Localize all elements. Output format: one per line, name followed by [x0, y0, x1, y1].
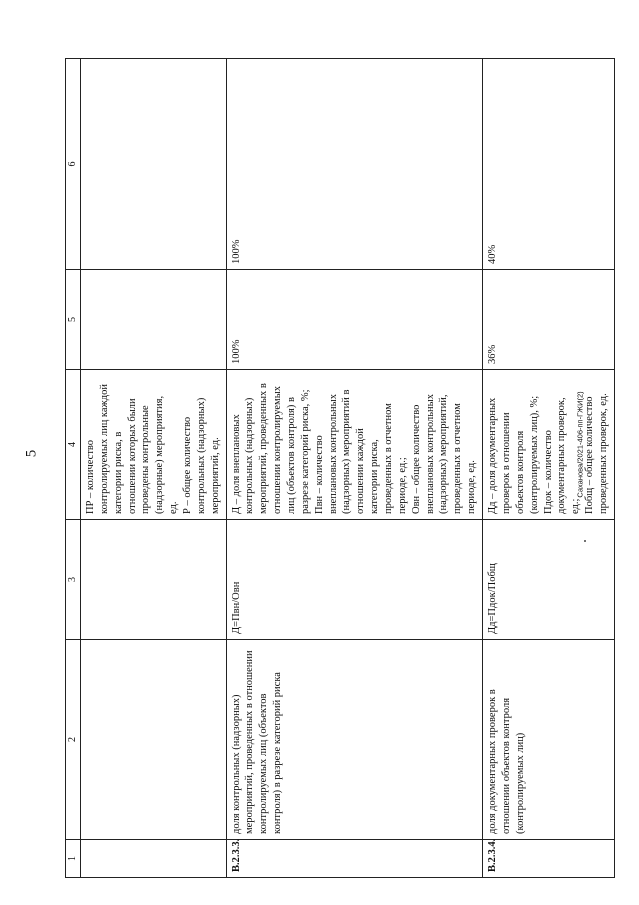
indicator-formula: Дд=Пдок/Побщ	[483, 520, 615, 640]
rotated-table-wrapper	[65, 58, 609, 878]
header-cell-4: 4	[66, 370, 81, 520]
header-row	[66, 59, 81, 878]
header-cell-1: 1	[66, 840, 81, 878]
indicator-name	[81, 640, 227, 840]
page-number: 5	[23, 449, 40, 458]
indicator-formula: Д=Пвн/Овн	[226, 520, 482, 640]
document-code: Саханова/2021-406-пп-ГЖИ(2)	[575, 391, 585, 498]
indicator-formula	[81, 520, 227, 640]
indicator-name: доля документарных проверок в отношении объектов контроля (контролируемых лиц)	[483, 640, 615, 840]
indicator-description: Дд – доля документарных проверок в отношении объектов контроля (контролируемых лиц), %; Пдок – количество документарных проверок, ед.; Побщ – общее количество проведенных проверок, ед.	[483, 370, 615, 520]
value-col-5: 36%	[483, 270, 615, 370]
indicators-table	[65, 58, 609, 878]
indicator-name: доля контрольных (надзорных) мероприятий, проведенных в отношении контролируемых лиц (объектов контроля) в разрезе категорий риска	[226, 640, 482, 840]
header-cell-3: 3	[66, 520, 81, 640]
table-row	[483, 59, 615, 878]
indicator-description: ПР – количество контролируемых лиц каждой категории риска, в отношении которых были проведены контрольные (надзорные) мероприятия, ед. Р – общее количество контрольных (надзорных) мероприятий, ед.	[81, 370, 227, 520]
value-col-5: 100%	[226, 270, 482, 370]
row-number: В.2.3.4.	[483, 840, 615, 878]
header-cell-6: 6	[66, 59, 81, 270]
value-col-6: 100%	[226, 59, 482, 270]
indicator-description: Д – доля внеплановых контрольных (надзорных) мероприятий, проведенных в отношении контролируемых лиц (объектов контроля) в разрезе категорий риска, %; Пвн – количество внеплановых контрольных (надзорных) мероприятий в отношении каждой категории риска, проведенных в отчетном периоде, ед.; Овн – общее количество внеплановых контрольных (надзорных) мероприятий, проведенных в отчетном периоде, ед.	[226, 370, 482, 520]
value-col-5	[81, 270, 227, 370]
header-cell-5: 5	[66, 270, 81, 370]
value-col-6	[81, 59, 227, 270]
value-col-6: 40%	[483, 59, 615, 270]
table-row	[81, 59, 227, 878]
row-number: В.2.3.3.	[226, 840, 482, 878]
table-row	[226, 59, 482, 878]
header-cell-2: 2	[66, 640, 81, 840]
row-number	[81, 840, 227, 878]
